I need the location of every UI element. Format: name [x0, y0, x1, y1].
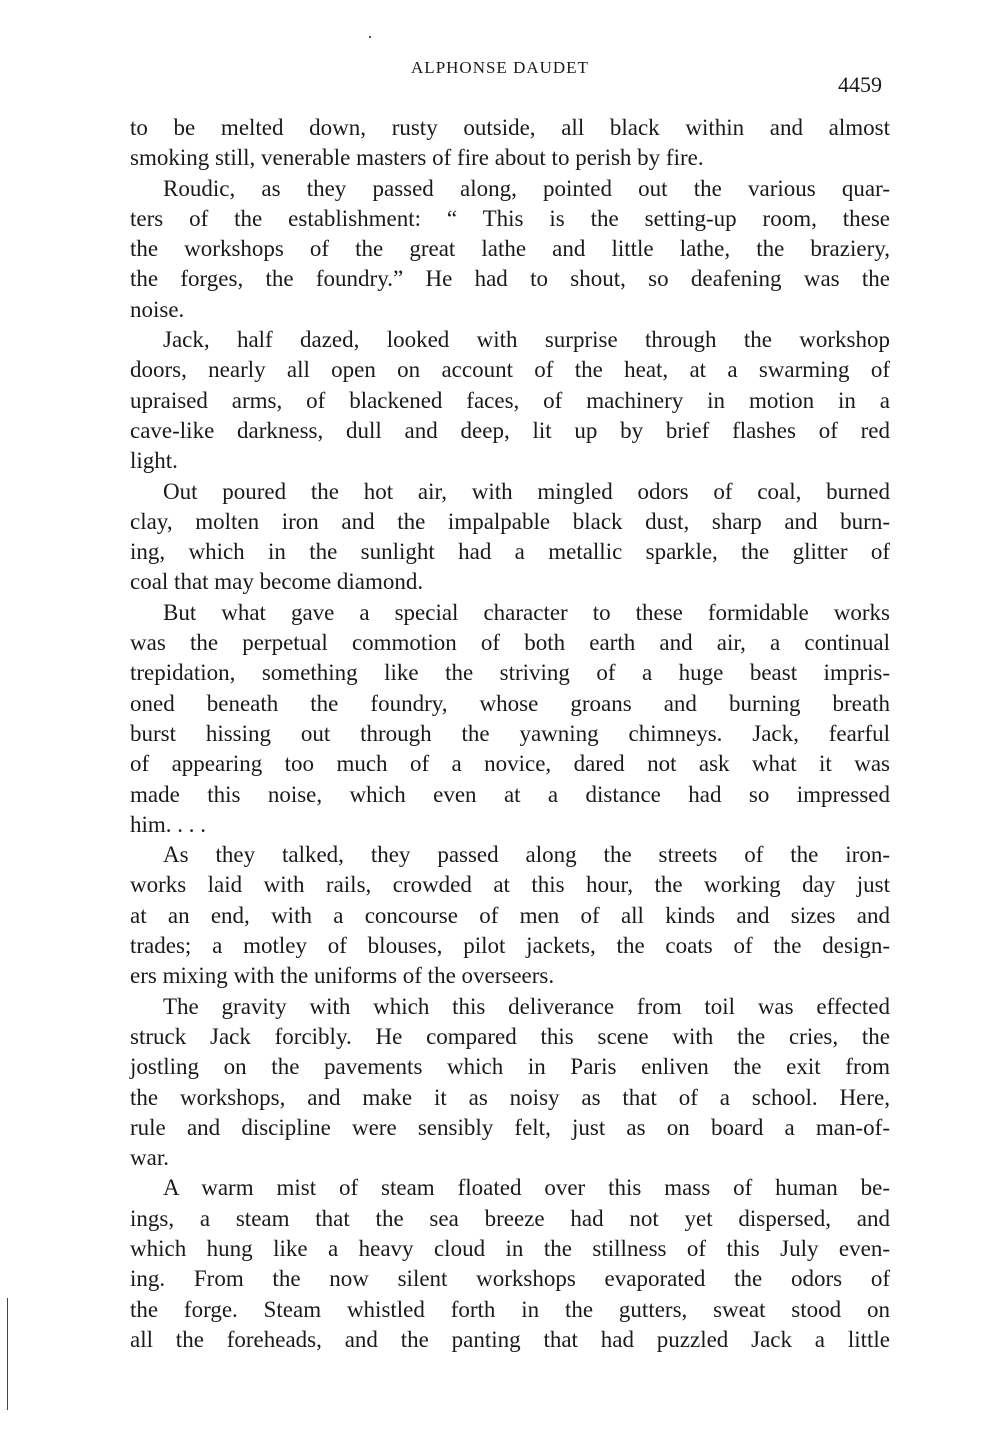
text-line: noise.	[130, 296, 185, 322]
text-line: As they talked, they passed along the streets of the iron-	[163, 842, 890, 868]
paragraph	[130, 840, 890, 991]
text-line: the forge. Steam whistled forth in the gutters, sweat stood on	[130, 1296, 890, 1322]
text-line: But what gave a special character to these formidable works	[163, 599, 890, 625]
paragraph	[130, 325, 890, 476]
text-line: rule and discipline were sensibly felt, just as on board a man-of-	[130, 1114, 890, 1140]
text-line: oned beneath the foundry, whose groans and burning breath	[130, 690, 890, 716]
text-line: which hung like a heavy cloud in the stillness of this July even-	[130, 1235, 890, 1261]
text-line: struck Jack forcibly. He compared this scene with the cries, the	[130, 1023, 890, 1049]
paragraph	[130, 477, 890, 598]
text-line: doors, nearly all open on account of the heat, at a swarming of	[130, 357, 890, 383]
text-line: trades; a motley of blouses, pilot jackets, the coats of the design-	[130, 933, 890, 959]
text-line: war.	[130, 1145, 169, 1171]
text-line: Jack, half dazed, looked with surprise through the workshop	[163, 327, 890, 353]
scan-margin-line	[7, 1298, 8, 1410]
text-line: The gravity with which this deliverance from toil was effected	[163, 993, 890, 1019]
paragraph	[130, 113, 890, 174]
scan-speck	[369, 36, 371, 38]
text-line: the workshops, and make it as noisy as that of a school. Here,	[130, 1084, 890, 1110]
text-line: ing. From the now silent workshops evaporated the odors of	[130, 1266, 890, 1292]
text-line: all the foreheads, and the panting that had puzzled Jack a little	[130, 1326, 890, 1352]
text-line: to be melted down, rusty outside, all black within and almost	[130, 115, 890, 140]
text-line: the forges, the foundry.” He had to shout, so deafening was the	[130, 266, 890, 292]
text-line: jostling on the pavements which in Paris enliven the exit from	[130, 1054, 890, 1080]
text-line: burst hissing out through the yawning chimneys. Jack, fearful	[130, 720, 890, 746]
text-line: clay, molten iron and the impalpable black dust, sharp and burn-	[130, 508, 890, 534]
text-line: ters of the establishment: “ This is the setting-up room, these	[130, 205, 890, 231]
text-line: trepidation, something like the striving of a huge beast impris-	[130, 660, 890, 686]
paragraph	[130, 1173, 890, 1355]
text-line: cave-like darkness, dull and deep, lit up by brief flashes of red	[130, 417, 890, 443]
text-line: ers mixing with the uniforms of the overseers.	[130, 963, 555, 989]
paragraph	[130, 174, 890, 325]
paragraph	[130, 598, 890, 840]
text-line: Roudic, as they passed along, pointed out the various quar-	[163, 175, 890, 201]
paragraph	[130, 992, 890, 1174]
running-header: ALPHONSE DAUDET	[411, 58, 589, 77]
text-line: Out poured the hot air, with mingled odors of coal, burned	[163, 478, 890, 504]
text-line: was the perpetual commotion of both earth and air, a continual	[130, 630, 890, 656]
text-line: made this noise, which even at a distance had so impressed	[130, 781, 890, 807]
text-line: upraised arms, of blackened faces, of machinery in motion in a	[130, 387, 890, 413]
text-line: him. . . .	[130, 811, 207, 837]
text-line: A warm mist of steam floated over this mass of human be-	[163, 1175, 890, 1201]
text-line: ings, a steam that the sea breeze had not yet dispersed, and	[130, 1205, 890, 1231]
page-number: 4459	[838, 72, 882, 97]
text-line: ing, which in the sunlight had a metallic sparkle, the glitter of	[130, 539, 890, 565]
text-line: light.	[130, 448, 178, 474]
text-line: coal that may become diamond.	[130, 569, 424, 595]
text-line: of appearing too much of a novice, dared not ask what it was	[130, 751, 890, 777]
text-line: smoking still, venerable masters of fire about to perish by fire.	[130, 145, 704, 171]
page-body	[130, 113, 890, 1355]
text-line: at an end, with a concourse of men of all kinds and sizes and	[130, 902, 890, 928]
text-line: the workshops of the great lathe and little lathe, the braziery,	[130, 236, 890, 262]
text-line: works laid with rails, crowded at this hour, the working day just	[130, 872, 890, 898]
